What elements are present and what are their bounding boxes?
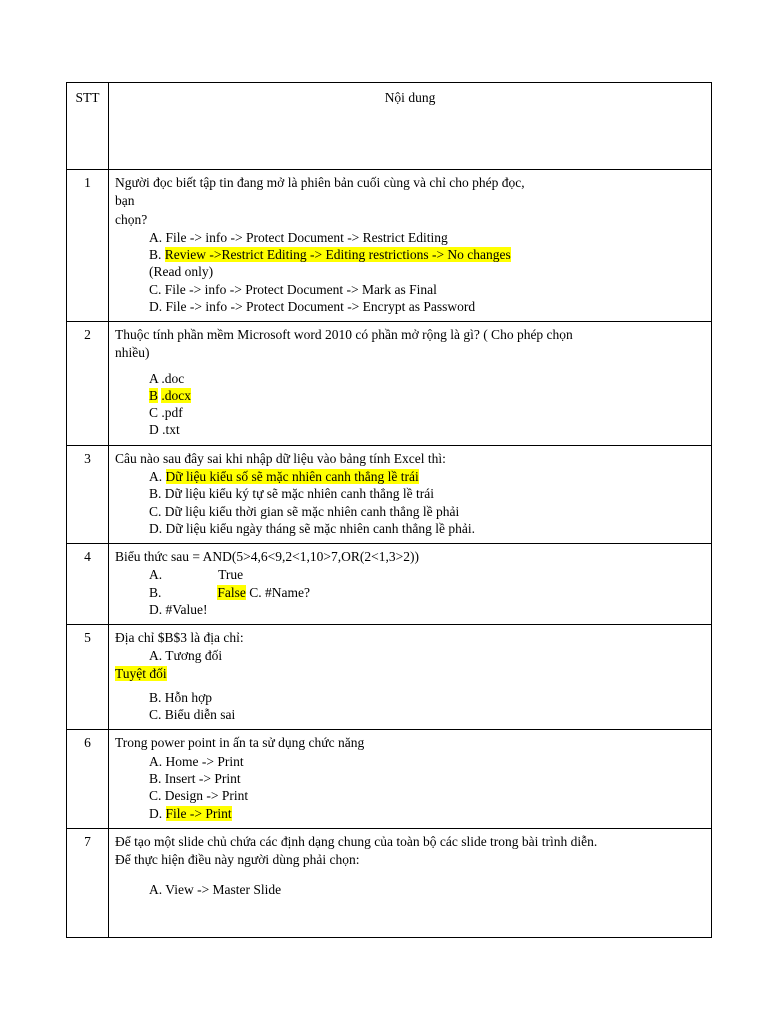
list-item <box>115 468 705 485</box>
option-label: C <box>149 405 159 421</box>
list-item <box>115 881 705 898</box>
option-text: Tương đối <box>165 648 223 664</box>
row-content <box>109 445 712 543</box>
question-text: Câu nào sau đây sai khi nhập dữ liệu vào bảng tính Excel thì: <box>115 450 446 466</box>
option-text: Home -> Print <box>165 753 244 769</box>
list-item <box>115 421 705 438</box>
option-label: B <box>149 387 159 403</box>
option-label: A. <box>149 753 163 769</box>
row-number: 6 <box>67 730 109 828</box>
option-text: View -> Master Slide <box>165 882 282 898</box>
option-list <box>115 753 705 822</box>
table-row <box>67 445 712 543</box>
option-label: B. <box>149 689 162 705</box>
option-text: Biểu diễn sai <box>164 707 236 723</box>
list-item <box>115 647 705 664</box>
row-number: 7 <box>67 828 109 937</box>
table-row <box>67 544 712 625</box>
list-item <box>115 387 705 404</box>
option-list <box>115 566 705 618</box>
option-label: A. <box>149 882 163 898</box>
option-text: #Value! <box>165 601 208 617</box>
option-label: A. <box>149 648 163 664</box>
option-list <box>115 370 705 439</box>
list-item <box>115 584 705 601</box>
row-content <box>109 828 712 937</box>
option-label: D. <box>149 805 163 821</box>
question-text-cont: nhiều) <box>115 345 150 361</box>
option-text: Insert -> Print <box>164 770 241 786</box>
option-label: A. <box>149 229 163 245</box>
option-text: Design -> Print <box>164 788 249 804</box>
list-item <box>115 689 705 706</box>
list-item <box>115 770 705 787</box>
list-item <box>115 805 705 822</box>
table-row <box>67 322 712 446</box>
list-item <box>115 229 705 246</box>
table-row <box>67 170 712 322</box>
list-item <box>115 263 705 280</box>
option-list <box>115 468 705 537</box>
option-label: A <box>149 370 159 386</box>
list-item <box>115 566 705 583</box>
option-label: A. <box>149 468 163 484</box>
row-content <box>109 625 712 730</box>
option-text: Hỗn hợp <box>164 689 213 705</box>
row-content <box>109 730 712 828</box>
question-text: Để tạo một slide chủ chứa các định dạng chung của toàn bộ các slide trong bài trình diễn. <box>115 833 598 849</box>
option-text: Dữ liệu kiểu thời gian sẽ mặc nhiên canh thẳng lề phải <box>164 503 460 519</box>
row-number: 4 <box>67 544 109 625</box>
header-cell-noidung: Nội dung <box>109 83 712 170</box>
option-text: Tuyệt đối <box>115 665 167 681</box>
option-text: .docx <box>161 387 192 403</box>
list-item <box>115 246 705 263</box>
option-text: (Read only) <box>149 264 214 280</box>
list-item <box>115 706 705 723</box>
quiz-table <box>66 82 712 938</box>
option-text: .pdf <box>161 405 183 421</box>
question-text: Thuộc tính phần mềm Microsoft word 2010 có phần mở rộng là gì? ( Cho phép chọn <box>115 327 573 343</box>
question-text-cont: Để thực hiện điều này người dùng phải chọn: <box>115 852 360 868</box>
option-label: C. <box>149 707 162 723</box>
list-item <box>115 503 705 520</box>
table-row <box>67 828 712 937</box>
option-label: C. <box>149 281 162 297</box>
list-item <box>115 485 705 502</box>
option-suffix: C. #Name? <box>245 584 310 600</box>
question-text-cont: bạn <box>115 193 135 209</box>
option-text: .txt <box>162 422 180 438</box>
option-text: File -> info -> Protect Document -> Encrypt as Password <box>165 298 476 314</box>
table-header-row <box>67 83 712 170</box>
row-number: 3 <box>67 445 109 543</box>
option-label: B. <box>149 247 162 263</box>
option-text: False <box>217 584 246 600</box>
option-label: B. <box>149 584 162 600</box>
row-number: 2 <box>67 322 109 446</box>
option-label: C. <box>149 788 162 804</box>
option-label: D. <box>149 520 163 536</box>
option-list <box>115 229 705 315</box>
option-text: File -> info -> Protect Document -> Mark as Final <box>164 281 437 297</box>
option-label: D. <box>149 601 163 617</box>
list-item <box>115 665 705 682</box>
row-content <box>109 544 712 625</box>
question-text: Trong power point in ấn ta sử dụng chức năng <box>115 735 365 751</box>
option-label: D <box>149 422 159 438</box>
list-item <box>115 753 705 770</box>
list-item <box>115 370 705 387</box>
list-item <box>115 601 705 618</box>
row-number: 1 <box>67 170 109 322</box>
option-text: True <box>218 567 244 583</box>
option-label: A. <box>149 567 163 583</box>
list-item <box>115 404 705 421</box>
question-text: Biểu thức sau = AND(5>4,6<9,2<1,10>7,OR(2<1,3>2)) <box>115 549 419 565</box>
row-number: 5 <box>67 625 109 730</box>
option-list <box>115 647 705 723</box>
list-item <box>115 787 705 804</box>
header-cell-stt: STT <box>67 83 109 170</box>
option-label: C. <box>149 503 162 519</box>
option-list <box>115 881 705 898</box>
list-item <box>115 281 705 298</box>
row-content <box>109 322 712 446</box>
option-label: B. <box>149 486 162 502</box>
row-content <box>109 170 712 322</box>
table-row <box>67 625 712 730</box>
list-item <box>115 520 705 537</box>
option-text: .doc <box>161 370 185 386</box>
option-text: Dữ liệu kiểu ngày tháng sẽ mặc nhiên canh thẳng lề phải. <box>165 520 475 536</box>
option-text: Dữ liệu kiểu ký tự sẽ mặc nhiên canh thẳng lề trái <box>164 486 434 502</box>
table-row <box>67 730 712 828</box>
option-label: D. <box>149 298 163 314</box>
option-text: File -> info -> Protect Document -> Restrict Editing <box>165 229 448 245</box>
question-text-cont2: chọn? <box>115 211 148 227</box>
option-text: Review ->Restrict Editing -> Editing restrictions -> No changes <box>164 247 511 263</box>
question-text: Địa chỉ $B$3 là địa chỉ: <box>115 630 244 646</box>
list-item <box>115 298 705 315</box>
option-label: B. <box>149 770 162 786</box>
option-text: File -> Print <box>165 805 232 821</box>
question-text: Người đọc biết tập tin đang mở là phiên bản cuối cùng và chỉ cho phép đọc, <box>115 175 525 190</box>
option-text: Dữ liệu kiểu số sẽ mặc nhiên canh thẳng lề trái <box>165 468 419 484</box>
